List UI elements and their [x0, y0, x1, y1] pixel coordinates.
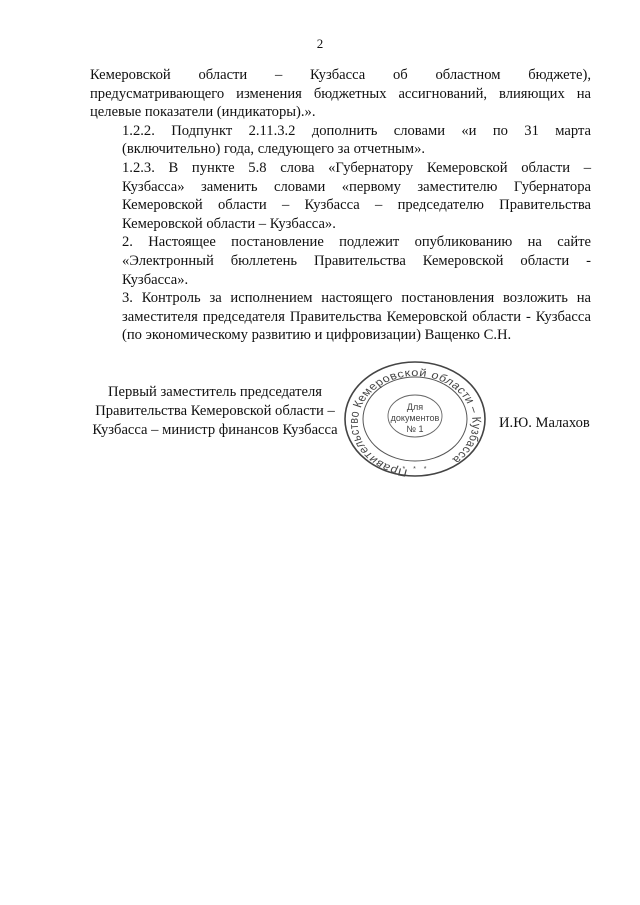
paragraph: [90, 66, 591, 122]
text-line: (по экономическому развитию и цифровизации) Ващенко С.Н.: [122, 327, 512, 344]
official-seal: [340, 358, 490, 480]
text-line: (включительно) года, следующего за отчетным».: [122, 141, 426, 158]
text-line: 1.2.3. В пункте 5.8 слова «Губернатору Кемеровской области –: [122, 159, 591, 176]
text-line: целевые показатели (индикаторы).».: [90, 104, 316, 121]
seal-ring-text: Правительство Кемеровской области – Кузбасса: [346, 367, 484, 479]
page-number: 2: [316, 36, 324, 51]
text-line: Кемеровской области – Кузбасса – председателю Правительства: [122, 197, 591, 214]
text-line: 2. Настоящее постановление подлежит опубликованию на сайте: [122, 234, 591, 251]
text-line: Кемеровской области – Кузбасса».: [122, 215, 336, 232]
text-line: 1.2.2. Подпункт 2.11.3.2 дополнить словами «и по 31 марта: [122, 122, 591, 139]
text-line: заместителя председателя Правительства Кемеровской области - Кузбасса: [122, 308, 591, 325]
paragraph: [90, 122, 591, 159]
document-body: [90, 66, 591, 345]
text-line: Кузбасса» заменить словами «первому заместителю Губернатора: [122, 178, 591, 195]
signature-position-line: Кузбасса – министр финансов Кузбасса: [92, 422, 338, 438]
paragraph: [90, 233, 591, 289]
paragraph: [90, 159, 591, 233]
signer-name: И.Ю. Малахов: [499, 415, 590, 431]
seal-center-line: документов: [390, 413, 440, 423]
text-line: предусматривающего изменения бюджетных ассигнований, влияющих на: [90, 85, 591, 102]
paragraph: [90, 289, 591, 345]
signature-position-line: Правительства Кемеровской области –: [95, 403, 335, 419]
seal-stars: * * *: [402, 466, 430, 473]
text-line: «Электронный бюллетень Правительства Кемеровской области -: [122, 252, 591, 269]
seal-center-line: № 1: [406, 424, 424, 434]
text-line: 3. Контроль за исполнением настоящего постановления возложить на: [122, 290, 591, 307]
text-line: Кузбасса».: [122, 271, 189, 288]
signature-position-line: Первый заместитель председателя: [107, 384, 323, 400]
signature-position: [80, 383, 350, 440]
seal-center-line: Для: [406, 402, 424, 412]
text-line: Кемеровской области – Кузбасса об областном бюджете),: [90, 67, 591, 83]
